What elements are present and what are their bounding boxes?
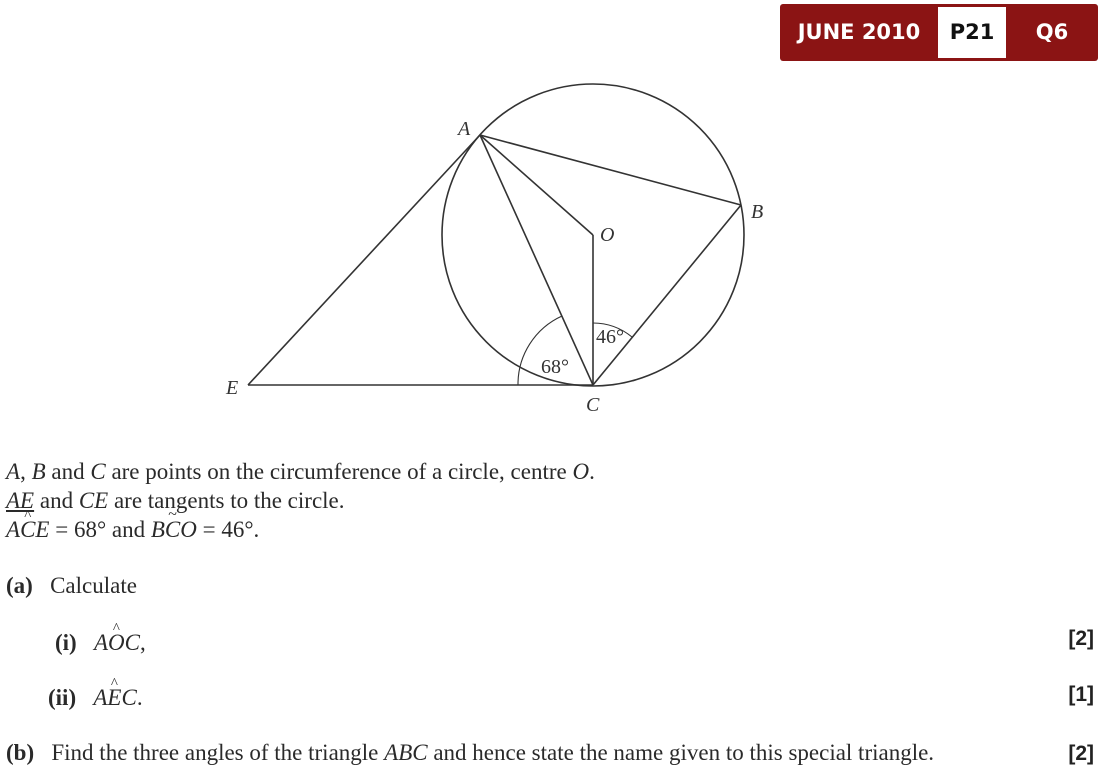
triangle-abc: ABC [384, 740, 428, 765]
text: are points on the circumference of a circle, centre [105, 459, 573, 484]
chord-ac [480, 135, 593, 385]
point-a: A [93, 630, 109, 655]
text: are tangents to the circle. [108, 488, 345, 513]
segment-ce: CE [78, 488, 109, 513]
exam-date: JUNE 2010 [797, 20, 921, 44]
part-a-prompt [6, 573, 137, 599]
label-e: E [226, 377, 239, 399]
angle-label-ace: 68° [541, 356, 569, 378]
text: , [140, 630, 146, 655]
angle-vertex-c: ^ C [20, 517, 35, 543]
marks-b: [2] [1068, 742, 1094, 765]
part-b-prompt [6, 740, 934, 766]
part-a-label: (a) [6, 573, 33, 598]
point-a: A [93, 685, 108, 710]
point-b: B [150, 517, 165, 542]
part-b-label: (b) [6, 740, 35, 765]
question-number: Q6 [1035, 20, 1069, 44]
paper-number: P21 [938, 7, 1006, 58]
stem-line-3 [6, 517, 259, 543]
text: = 68° and [49, 517, 151, 542]
text: . [136, 685, 143, 710]
part-a-i [55, 630, 146, 656]
label-a: A [458, 118, 471, 140]
point-o: O [180, 517, 197, 542]
point-a: A [6, 459, 21, 484]
point-e: E [35, 517, 50, 542]
text: and [34, 488, 79, 513]
text: , [20, 459, 32, 484]
text: . [589, 459, 595, 484]
text: = 46°. [196, 517, 260, 542]
point-c: C [124, 630, 140, 655]
segment-ae: AE [6, 488, 35, 513]
point-b: B [31, 459, 46, 484]
label-c: C [586, 394, 600, 416]
chord-bc [593, 205, 741, 385]
part-a-text: Calculate [50, 573, 137, 598]
tangent-ea [248, 135, 480, 385]
marks-a-i: [2] [1068, 627, 1094, 650]
part-a-ii-label: (ii) [48, 685, 77, 710]
point-a: A [6, 517, 21, 542]
point-c: C [121, 685, 137, 710]
angle-vertex-o: ^ O [108, 630, 125, 656]
text: and hence state the name given to this special triangle. [427, 740, 935, 765]
angle-vertex-c: ~ C [165, 517, 180, 543]
label-o: O [600, 224, 615, 246]
part-a-i-label: (i) [55, 630, 77, 655]
angle-vertex-e: ^ E [107, 685, 121, 711]
text: and [45, 459, 91, 484]
point-o: O [572, 459, 590, 484]
label-b: B [751, 201, 764, 223]
angle-label-bco: 46° [596, 326, 624, 348]
marks-a-ii: [1] [1068, 683, 1094, 706]
point-c: C [90, 459, 106, 484]
text: Find the three angles of the triangle [51, 740, 385, 765]
part-a-ii [48, 685, 143, 711]
stem-line-1 [6, 459, 595, 485]
